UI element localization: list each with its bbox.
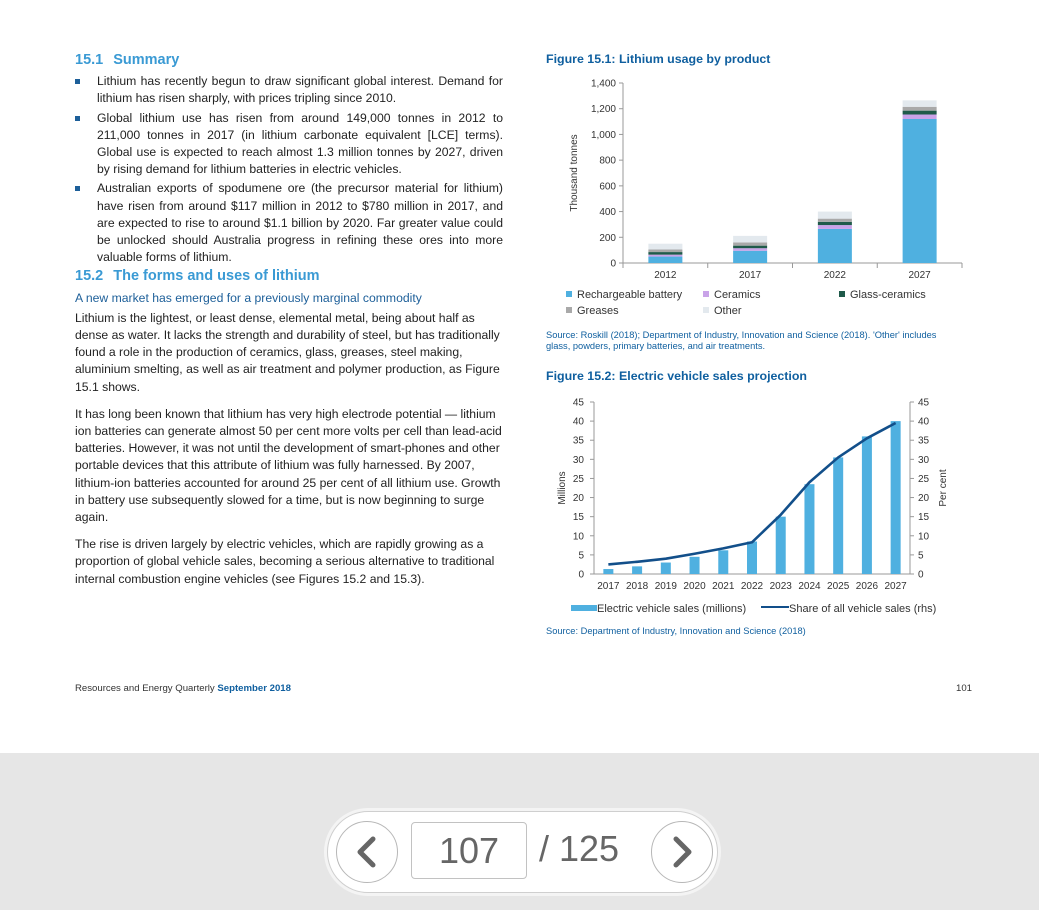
bar-segment [903, 100, 937, 106]
subheading: A new market has emerged for a previously marginal commodity [75, 290, 422, 305]
bullet-item: Lithium has recently begun to draw significant global interest. Demand for lithium has risen sharply, with prices tripling since 2010. [75, 73, 503, 107]
x-tick-label: 2019 [654, 581, 677, 592]
y-tick-label: 25 [572, 473, 584, 485]
ev-sales-bar [603, 569, 613, 574]
lithium-usage-chart [546, 74, 976, 284]
section-heading-summary [75, 52, 503, 69]
y-tick-label: 1,200 [590, 104, 616, 116]
legend-item: Ceramics [703, 289, 760, 301]
y2-tick-label: 10 [918, 531, 930, 543]
y-tick-label: 10 [572, 531, 584, 543]
y-axis-label: Thousand tonnes [569, 134, 580, 212]
x-tick-label: 2022 [823, 270, 846, 281]
bullet-item: Global lithium use has risen from around 149,000 tonnes in 2012 to 211,000 tonnes in 2017 (in lithium carbonate equivalent [LCE] terms). Global use is expected to reach almost 1.3 million tonnes by 2027, driven by rising demand for lithium batteries in electric vehicles. [75, 110, 503, 179]
y-tick-label: 1,000 [590, 129, 616, 141]
bar-segment [733, 246, 767, 249]
bar-segment [818, 225, 852, 229]
page-number-input[interactable]: 107 [411, 822, 527, 879]
legend-swatch [566, 291, 572, 297]
x-tick-label: 2022 [740, 581, 764, 592]
y-tick-label: 35 [572, 435, 584, 447]
bar-segment [733, 248, 767, 251]
bullet-item: Australian exports of spodumene ore (the precursor material for lithium) have risen from around $117 million in 2012 to $780 million in 2017, and are expected to rise to around $1.1 billion by 2020. Far greater value could be unlocked should Australia progress in refining these ores into more valuable forms of lithium. [75, 180, 503, 266]
section-title: The forms and uses of lithium [113, 268, 320, 285]
y-tick-label: 40 [572, 416, 584, 428]
bar-segment [903, 115, 937, 120]
figure-2-title: Figure 15.2: Electric vehicle sales projection [546, 369, 808, 383]
figure-1-title: Figure 15.1: Lithium usage by product [546, 52, 771, 66]
section-number: 15.2 [75, 268, 104, 285]
ev-sales-chart [546, 392, 966, 598]
y-tick-label: 45 [572, 397, 584, 409]
bar-segment [648, 250, 682, 253]
ev-sales-bar [632, 566, 642, 574]
chart-1-legend [566, 289, 946, 323]
legend-swatch [571, 605, 597, 611]
x-tick-label: 2017 [597, 581, 620, 592]
y-axis-label: Millions [557, 471, 568, 505]
legend-item: Greases [566, 305, 619, 317]
chevron-right-icon [668, 835, 696, 869]
y-tick-label: 400 [599, 207, 616, 219]
ev-sales-bar [862, 436, 872, 574]
x-tick-label: 2012 [654, 270, 677, 281]
left-column [75, 52, 503, 598]
legend-swatch [703, 291, 709, 297]
paragraph: The rise is driven largely by electric vehicles, which are rapidly growing as a proportion of global vehicle sales, becoming a serious alternative to traditional internal combustion engine vehicles (see Figures 15.2 and 15.3). [75, 537, 495, 586]
x-tick-label: 2018 [625, 581, 649, 592]
summary-bullets [75, 73, 503, 266]
y2-tick-label: 40 [918, 416, 930, 428]
x-tick-label: 2017 [739, 270, 762, 281]
page-footer: Resources and Energy Quarterly September 2018 [75, 683, 291, 694]
ev-sales-bar [661, 563, 671, 574]
chevron-left-icon [353, 835, 381, 869]
previous-page-button[interactable] [336, 821, 398, 883]
x-tick-label: 2025 [827, 581, 850, 592]
bar-segment [818, 229, 852, 263]
legend-item: Electric vehicle sales (millions) [571, 603, 746, 615]
next-page-button[interactable] [651, 821, 713, 883]
y2-tick-label: 35 [918, 435, 930, 447]
x-tick-label: 2027 [908, 270, 931, 281]
x-tick-label: 2020 [683, 581, 706, 592]
bar-segment [648, 257, 682, 263]
section-number: 15.1 [75, 52, 104, 68]
ev-sales-bar [690, 557, 700, 574]
x-tick-label: 2023 [769, 581, 792, 592]
pagination-control [327, 811, 718, 893]
y-tick-label: 15 [572, 512, 584, 524]
bar-segment [818, 222, 852, 225]
y-tick-label: 30 [572, 454, 584, 466]
ev-sales-bar [891, 421, 901, 574]
y-tick-label: 600 [599, 181, 616, 193]
y2-tick-label: 20 [918, 493, 930, 505]
y-tick-label: 0 [578, 569, 584, 581]
ev-sales-bar [718, 550, 728, 574]
y-tick-label: 5 [578, 550, 584, 562]
chart-2-legend [571, 603, 961, 617]
bar-segment [818, 219, 852, 222]
y2-tick-label: 45 [918, 397, 930, 409]
ev-sales-bar [804, 484, 814, 574]
legend-swatch [703, 307, 709, 313]
x-tick-label: 2021 [712, 581, 735, 592]
bar-segment [648, 255, 682, 257]
paragraph: It has long been known that lithium has very high electrode potential — lithium ion batteries can generate almost 50 per cent more volts per cell than lead-acid batteries. However, it was not until the development of smart-phones and other portable devices that this attribute of lithium was fully harnessed. By 2007, lithium-ion batteries accounted for around 25 per cent of all lithium use. Growth in battery use subsequently slowed for a time, but is now beginning to surge again. [75, 406, 502, 525]
total-pages: / 125 [539, 828, 620, 869]
legend-swatch [761, 606, 789, 608]
ev-sales-bar [776, 517, 786, 574]
y2-tick-label: 30 [918, 454, 930, 466]
y-tick-label: 1,400 [590, 78, 616, 90]
y-tick-label: 20 [572, 493, 584, 505]
legend-item: Other [703, 305, 742, 317]
page-number: 101 [956, 683, 973, 694]
legend-item: Share of all vehicle sales (rhs) [761, 603, 936, 615]
figure-1-source: Source: Roskill (2018); Department of Industry, Innovation and Science (2018). 'Other' includes glass, powders, primary batteries, and air treatments. [546, 330, 937, 351]
x-tick-label: 2027 [884, 581, 907, 592]
bar-segment [733, 251, 767, 263]
bar-segment [733, 242, 767, 245]
bar-segment [903, 119, 937, 263]
section-title: Summary [113, 52, 180, 68]
figure-2-source: Source: Department of Industry, Innovation and Science (2018) [546, 626, 806, 636]
x-tick-label: 2026 [855, 581, 879, 592]
y2-axis-label: Per cent [938, 469, 949, 507]
legend-item: Rechargeable battery [566, 289, 682, 301]
bar-segment [903, 107, 937, 111]
legend-swatch [566, 307, 572, 313]
bar-segment [648, 244, 682, 250]
bar-segment [818, 212, 852, 219]
section-heading-forms [75, 268, 503, 285]
x-tick-label: 2024 [798, 581, 821, 592]
y-tick-label: 0 [610, 258, 616, 270]
y2-tick-label: 15 [918, 512, 930, 524]
y-tick-label: 800 [599, 155, 616, 167]
y2-tick-label: 25 [918, 473, 930, 485]
bar-segment [648, 252, 682, 255]
bar-segment [903, 111, 937, 115]
vehicle-share-line [608, 423, 895, 564]
bar-segment [733, 236, 767, 243]
ev-sales-bar [747, 542, 757, 574]
y2-tick-label: 0 [918, 569, 924, 581]
y2-tick-label: 5 [918, 550, 924, 562]
paragraph: Lithium is the lightest, or least dense, elemental metal, being about half as dense as water. It lacks the strength and durability of steel, but has traditionally found a role in the production of ceramics, glass, greases, steel making, aluminium smelting, as well as air treatment and polymer production, as Figure 15.1 shows. [75, 310, 500, 394]
ev-sales-bar [833, 457, 843, 574]
legend-swatch [839, 291, 845, 297]
y-tick-label: 200 [599, 232, 616, 244]
legend-item: Glass-ceramics [839, 289, 926, 301]
